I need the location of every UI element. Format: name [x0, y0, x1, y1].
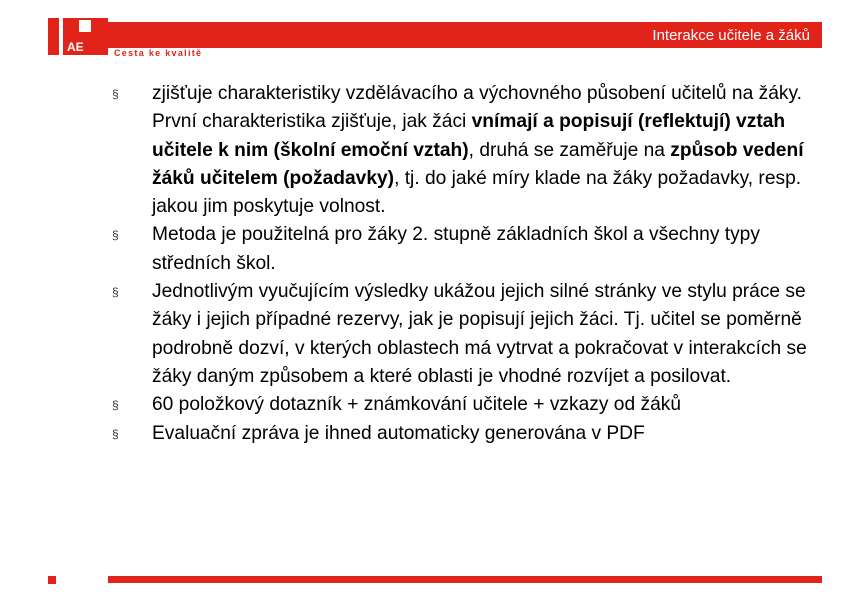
- item-text: 60 položkový dotazník + známkování učitele + vzkazy od žáků: [152, 394, 682, 416]
- footer-square: [48, 576, 56, 584]
- logo-bar: [48, 18, 59, 55]
- item-text: , tj. do jaké míry klade na žáky požadavky, resp. jakou jim poskytuje volnost.: [152, 167, 802, 218]
- list-item: [112, 391, 812, 419]
- page-title: Interakce učitele a žáků: [652, 27, 810, 44]
- bullet-icon: §: [112, 87, 119, 101]
- logo: [48, 18, 108, 58]
- list-item: [112, 80, 812, 221]
- item-text: Metoda je použitelná pro žáky 2. stupně základních škol a všechny typy středních škol.: [152, 224, 760, 274]
- bold-text: vnímají a popisují (reflektují) vztah učitele k nim (školní emoční vztah): [152, 111, 786, 161]
- logo-text: AE: [67, 40, 84, 54]
- bullet-icon: §: [112, 426, 119, 441]
- item-text: Evaluační zpráva je ihned automaticky generována v PDF: [152, 422, 645, 444]
- bold-text: způsob vedení žáků učitelem (požadavky): [152, 139, 804, 189]
- list-item: [112, 420, 812, 448]
- bullet-icon: §: [112, 398, 119, 413]
- slogan: Cesta ke kvalitě: [114, 48, 203, 58]
- bullet-list: [112, 80, 812, 448]
- item-text: , druhá se zaměřuje na: [468, 139, 671, 161]
- list-item: [112, 221, 812, 278]
- bullet-icon: §: [112, 285, 119, 300]
- list-item: [112, 278, 812, 391]
- item-text: zjišťuje charakteristiky vzdělávacího a výchovného působení učitelů na žáky. První charakteristika zjišťuje, jak žáci: [152, 83, 802, 133]
- item-text: Jednotlivým vyučujícím výsledky ukážou jejich silné stránky ve stylu práce se žáky i jejich případné rezervy, jak je popisují jejich žáci. Tj. učitel se poměrně podrobně dozví, v kterých oblastech má vytrvat a pokračovat v interakcích se žáky daným způsobem a které oblasti je vhodné rozvíjet a posilovat.: [152, 281, 807, 387]
- logo-notch: [79, 20, 91, 32]
- bullet-icon: §: [112, 228, 119, 243]
- footer-bar: [108, 576, 822, 583]
- header-bar: [108, 22, 822, 48]
